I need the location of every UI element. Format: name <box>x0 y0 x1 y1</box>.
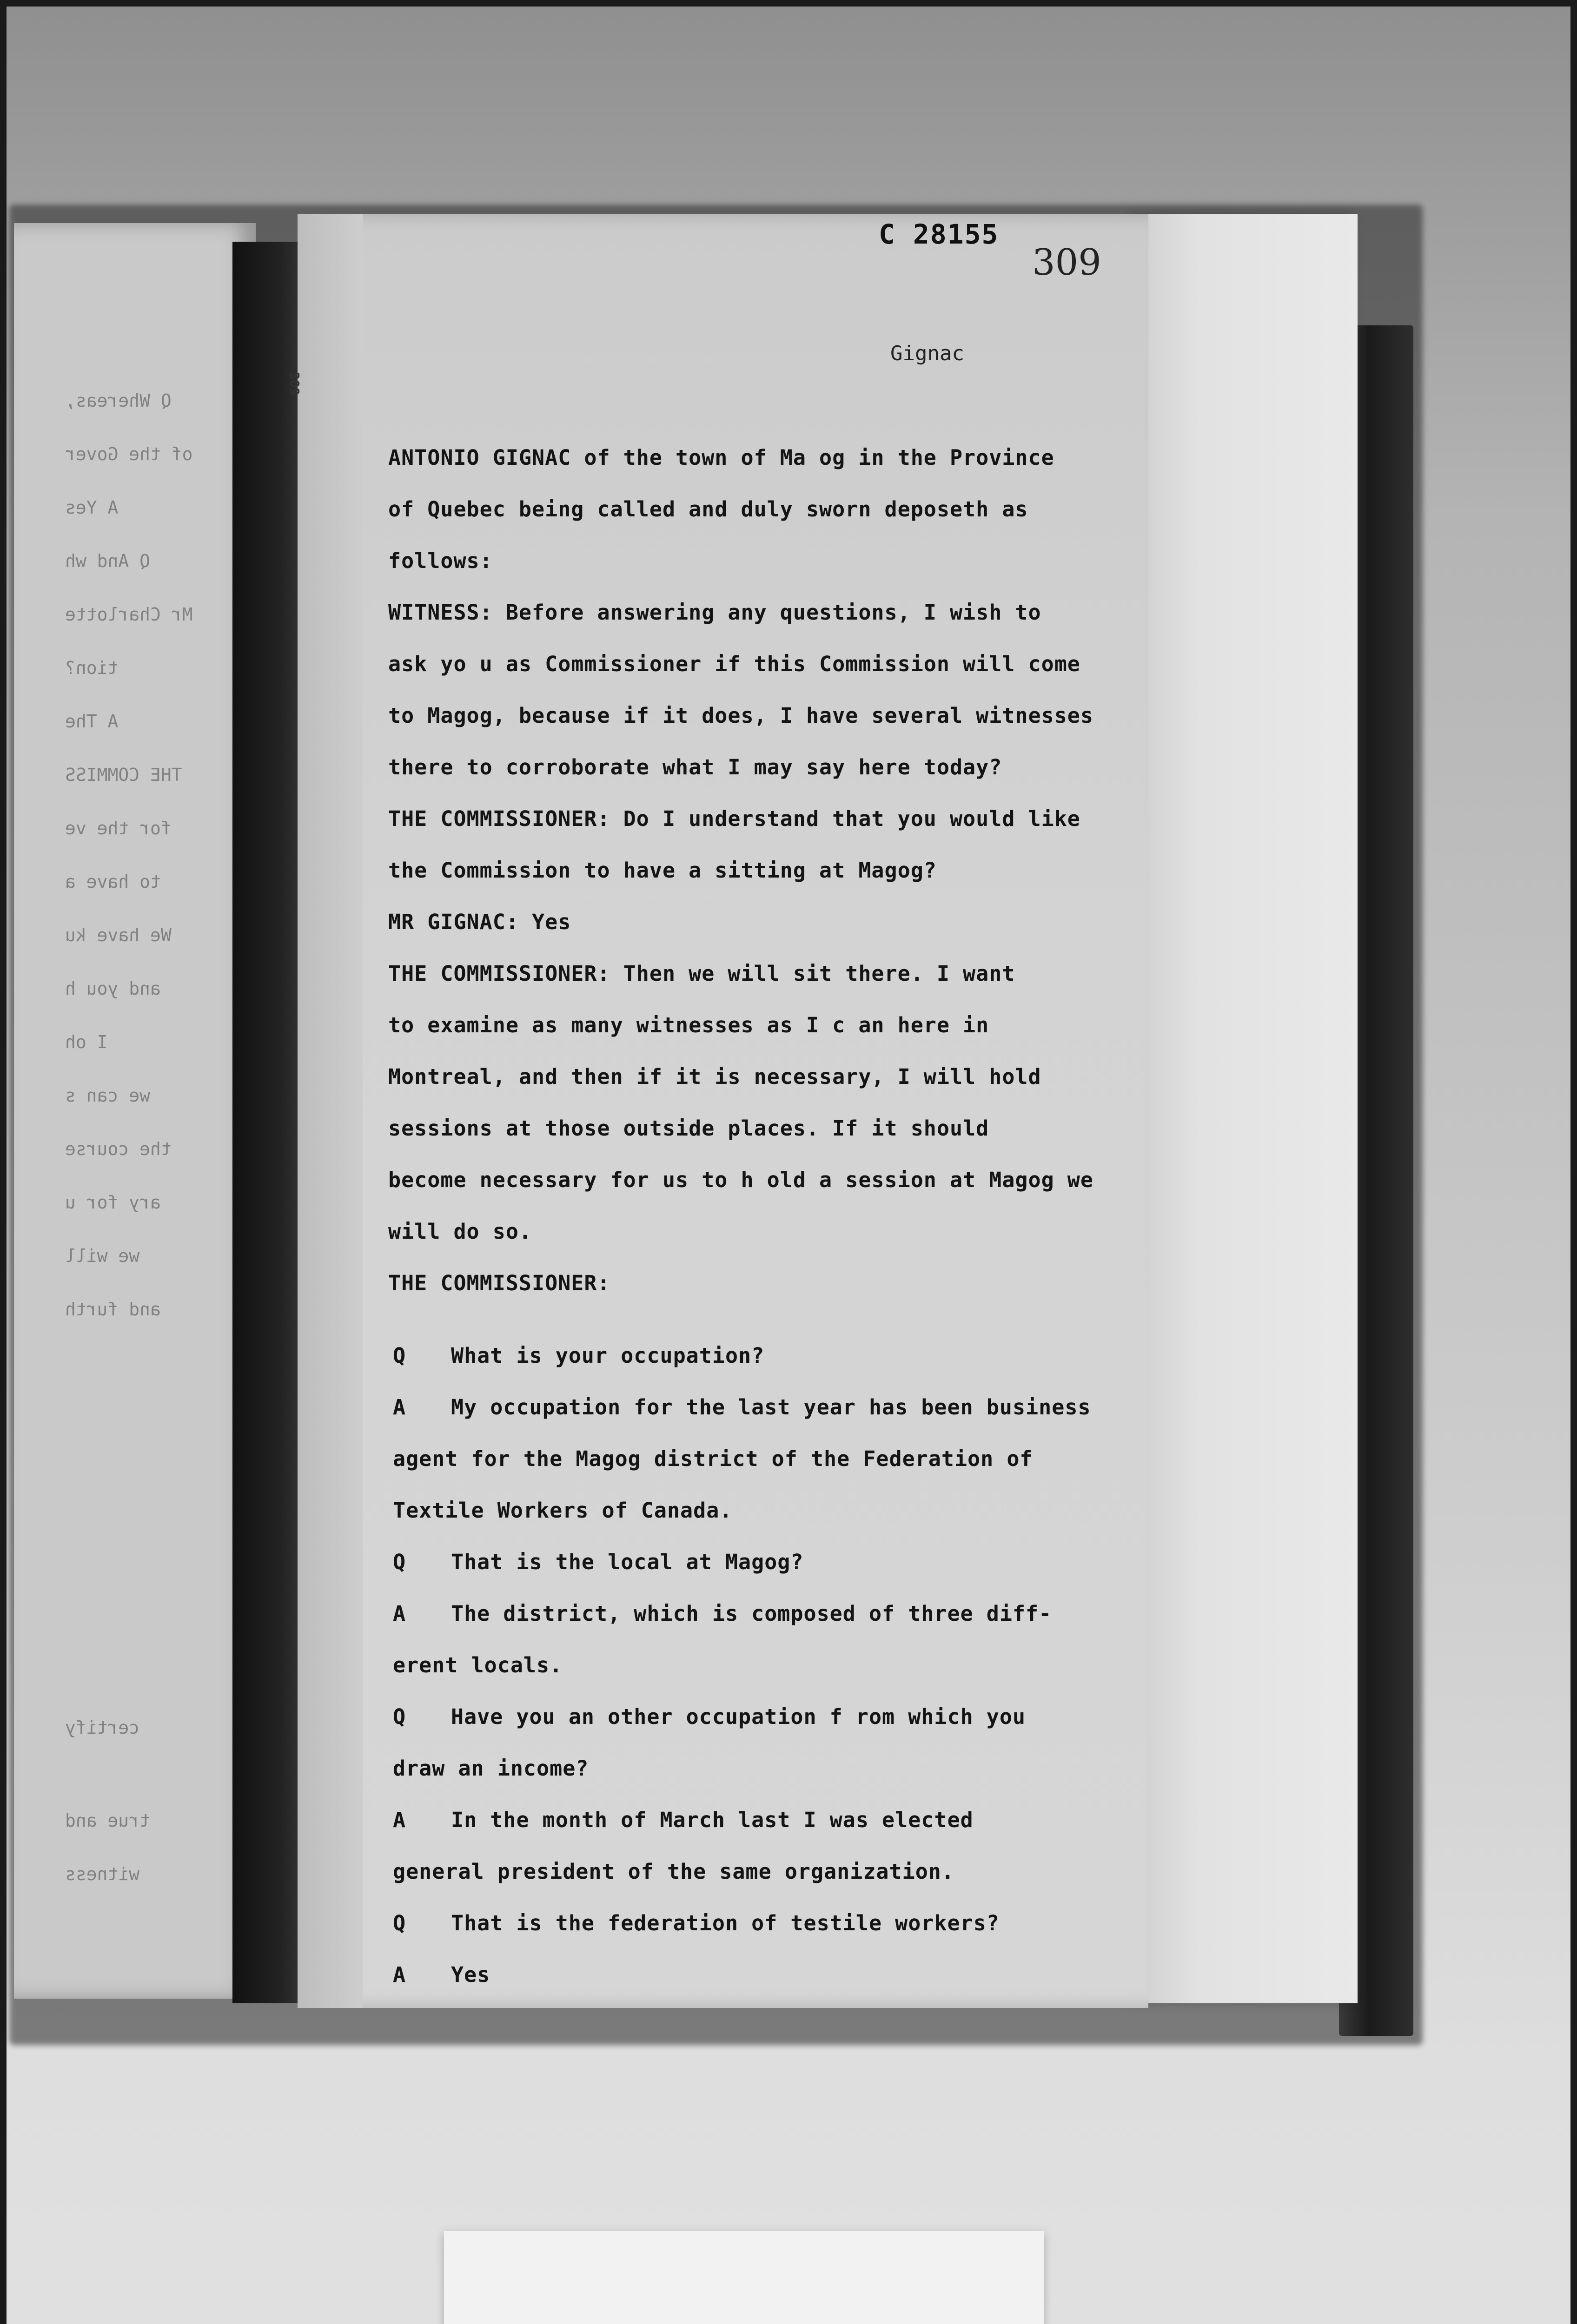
bleed-line: and furth <box>65 1299 161 1320</box>
bleed-line: for the ve <box>65 818 172 838</box>
bleed-line: A Yes <box>65 497 119 518</box>
bleed-line: ary for u <box>65 1192 161 1213</box>
bleed-line: the course <box>65 1139 172 1159</box>
bleed-line: and you h <box>65 978 161 999</box>
bleed-line: tion? <box>65 658 119 678</box>
bleed-line: to have a <box>65 872 161 892</box>
bleed-line: Mr Charlotte <box>65 604 193 625</box>
bleed-line: we will <box>65 1246 140 1266</box>
bleed-line: certify <box>65 1717 140 1738</box>
page-header-name: Gignac <box>890 342 964 365</box>
bleed-line: witness <box>65 1864 140 1884</box>
bleed-line: of the Gover <box>65 444 193 464</box>
bleed-line: Q Whereas, <box>65 390 172 411</box>
folio-number: 309 <box>1032 242 1101 284</box>
bleed-line: true and <box>65 1810 151 1831</box>
bleed-line: THE COMMISS <box>65 765 182 785</box>
bleed-line: I oh <box>65 1032 108 1052</box>
bleed-line: we can s <box>65 1085 151 1106</box>
bleed-line: We have ku <box>65 925 172 945</box>
bleed-line: Q And wh <box>65 551 151 571</box>
side-page-number: 309 <box>287 372 302 396</box>
bleed-line: A The <box>65 711 119 732</box>
catalog-number: C 28155 <box>879 218 999 250</box>
